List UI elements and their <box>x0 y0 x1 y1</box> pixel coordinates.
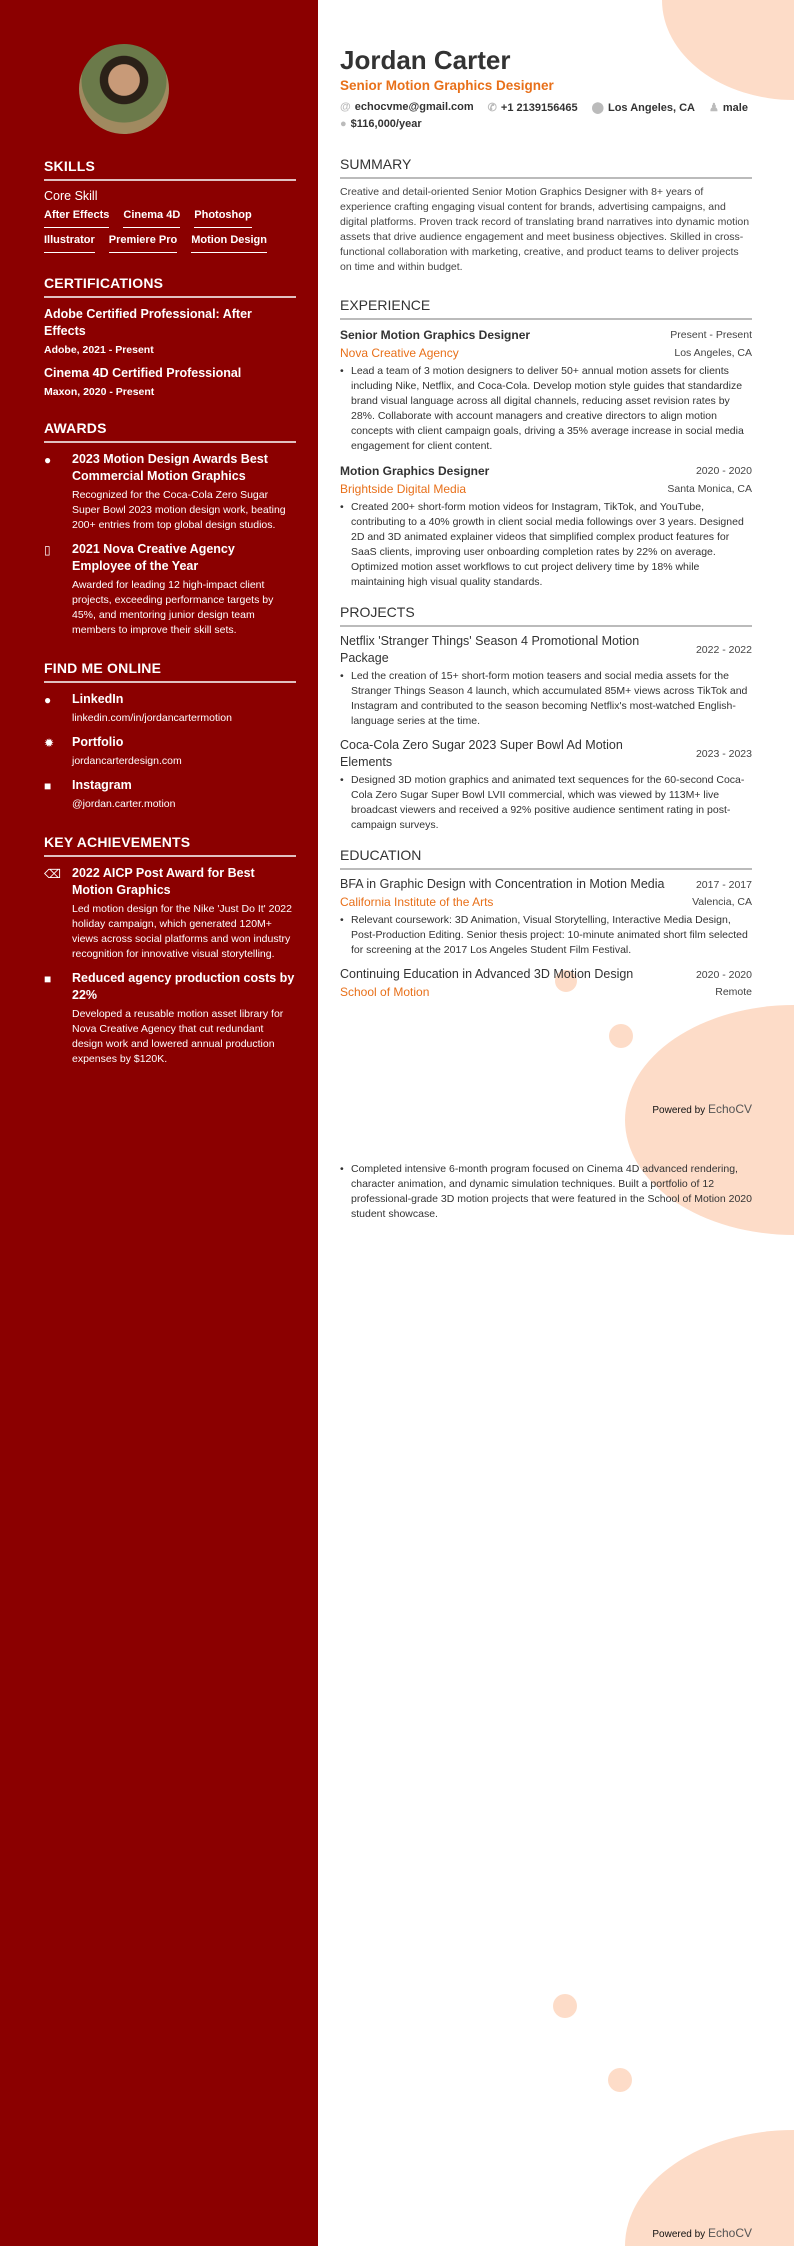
skill-chip: Cinema 4D <box>123 209 180 228</box>
project-item <box>340 737 752 833</box>
school: School of Motion <box>340 985 430 999</box>
decor-dot <box>553 1994 577 2018</box>
education-continued <box>340 1162 752 1222</box>
skills-section <box>44 158 296 253</box>
cert-sub: Adobe, 2021 - Present <box>44 344 154 356</box>
link-item[interactable] <box>44 691 296 726</box>
company: Brightside Digital Media <box>340 482 467 496</box>
bullet: • Lead a team of 3 motion designers to deliver 50+ annual motion assets for clients including Nike, Netflix, and Coca-Cola. Develop motion style guides that standardize brand visual language across all digital channels, reducing asset revision rates by 28%. Collaborate with account managers and creative directors to align motion concepts with client campaign goals, driving a 35% average increase in social media engagement for client content. <box>340 364 752 454</box>
link-title: Instagram <box>72 778 132 792</box>
avatar <box>79 44 169 134</box>
dates: 2017 - 2017 <box>695 878 752 891</box>
award-item <box>44 541 296 638</box>
achievement-title: 2022 AICP Post Award for Best Motion Graphics <box>72 866 255 897</box>
cert-title: Adobe Certified Professional: After Effects <box>44 307 252 338</box>
salary <box>340 118 422 130</box>
section-heading: AWARDS <box>44 420 296 443</box>
achievement-item <box>44 970 296 1067</box>
at-icon: @ <box>340 101 351 113</box>
location: Remote <box>715 986 752 998</box>
cert-sub: Maxon, 2020 - Present <box>44 386 155 398</box>
achievement-desc: Developed a reusable motion asset library for Nova Creative Agency that cut redundant design work and lowered annual production expenses by $120K. <box>72 1008 284 1065</box>
link-url[interactable]: @jordan.carter.motion <box>72 798 176 810</box>
experience-item <box>340 326 752 454</box>
location: Santa Monica, CA <box>667 483 752 495</box>
money-icon: ● <box>340 118 347 130</box>
cert-title: Cinema 4D Certified Professional <box>44 366 242 380</box>
brand-logo: EchoCV <box>707 1102 752 1116</box>
decor-dot <box>609 1024 633 1048</box>
dates: 2022 - 2022 <box>695 644 752 656</box>
gender-text: male <box>722 102 748 114</box>
project-title: Netflix 'Stranger Things' Season 4 Promotional Motion Package <box>340 634 640 665</box>
project-item <box>340 633 752 729</box>
phone-icon: ✆ <box>487 102 497 114</box>
award-title: 2023 Motion Design Awards Best Commercial Motion Graphics <box>72 452 268 483</box>
education-item <box>340 876 752 958</box>
award-icon: ● <box>44 453 52 467</box>
achievement-item <box>44 865 296 962</box>
online-section <box>44 660 296 812</box>
experience-item <box>340 462 752 590</box>
clipboard-icon: ■ <box>44 779 52 793</box>
skill-group: Core Skill <box>44 189 98 203</box>
bullet: • Completed intensive 6-month program focused on Cinema 4D advanced rendering, character animation, and dynamic simulation techniques. Built a portfolio of 12 professional-grade 3D motion projects that were featured in the School of Motion 2020 student showcase. <box>340 1162 752 1222</box>
link-item[interactable] <box>44 777 296 812</box>
section-heading: EDUCATION <box>340 847 752 870</box>
bullet: • Created 200+ short-form motion videos for Instagram, TikTok, and YouTube, contributing to a 40% growth in client social media followings over 3 years. Designed 2D and 3D animated explainer videos that simplified complex product features for SaaS clients, improving user onboarding completion rates by 22% on average. Optimized motion asset workflows to cut project delivery time by 18% while maintaining high visual quality standards. <box>340 500 752 590</box>
section-heading: FIND ME ONLINE <box>44 660 296 683</box>
link-title: LinkedIn <box>72 692 124 706</box>
dates: 2023 - 2023 <box>695 748 752 760</box>
bullet: • Relevant coursework: 3D Animation, Visual Storytelling, Interactive Media Design, Post-Production Editing. Senior thesis project: 10-minute animated short film selected for screening at the 2017 Los Angeles Student Film Festival. <box>340 913 752 958</box>
school: California Institute of the Arts <box>340 895 494 909</box>
bullet: • Designed 3D motion graphics and animated text sequences for the 60-second Coca-Cola Zero Sugar Super Bowl LVII commercial, which was viewed by 113M+ live broadcast viewers and received a 92% positive audience sentiment rating in post-campaign surveys. <box>340 773 752 833</box>
degree-title: BFA in Graphic Design with Concentration in Motion Media <box>340 877 665 891</box>
main-content <box>340 44 752 1001</box>
candidate-name: Jordan Carter <box>340 45 511 75</box>
powered-by <box>652 1102 752 1116</box>
award-desc: Recognized for the Coca-Cola Zero Sugar Super Bowl 2023 motion design work, beating 200+ entries from top global design studios. <box>72 489 286 531</box>
skill-chip: Photoshop <box>194 209 251 228</box>
link-title: Portfolio <box>72 735 124 749</box>
bullet: • Led the creation of 15+ short-form motion teasers and social media assets for the Stranger Things Season 4 launch, which accumulated 85M+ views across TikTok and Instagram and contributed to the season becoming Netflix's most-watched English-language series at the time. <box>340 669 752 729</box>
project-title: Coca-Cola Zero Sugar 2023 Super Bowl Ad Motion Elements <box>340 738 623 769</box>
pin-icon: ⬤ <box>591 102 604 114</box>
awards-section <box>44 420 296 638</box>
location: Valencia, CA <box>692 896 752 908</box>
brand-logo: EchoCV <box>707 2226 752 2240</box>
certifications-section <box>44 275 296 398</box>
powered-by <box>652 2226 752 2240</box>
gender <box>709 101 748 114</box>
contact-info <box>340 101 752 130</box>
award-desc: Awarded for leading 12 high-impact client projects, exceeding performance targets by 45%, and mentoring junior design team members to improve their skill sets. <box>72 579 274 636</box>
section-heading: KEY ACHIEVEMENTS <box>44 834 296 857</box>
email-text: echocvme@gmail.com <box>354 101 474 113</box>
section-heading: CERTIFICATIONS <box>44 275 296 298</box>
powered-text: Powered by <box>652 1105 706 1116</box>
linkedin-icon: ● <box>44 693 52 707</box>
degree-title: Continuing Education in Advanced 3D Motion Design <box>340 967 634 981</box>
phone[interactable] <box>488 101 578 114</box>
location-text: Los Angeles, CA <box>607 102 695 114</box>
link-url[interactable]: linkedin.com/in/jordancartermotion <box>72 712 232 724</box>
achievement-desc: Led motion design for the Nike 'Just Do It' 2022 holiday campaign, which generated 120M+ views across social platforms and won industry recognition for innovative visual storytelling. <box>72 903 292 960</box>
decor-dot <box>608 2068 632 2092</box>
dates: 2020 - 2020 <box>695 465 752 477</box>
section-heading: SKILLS <box>44 158 296 181</box>
achievement-title: Reduced agency production costs by 22% <box>72 971 295 1002</box>
backspace-icon: ⌫ <box>44 867 61 881</box>
dates: Present - Present <box>670 329 752 341</box>
salary-text: $116,000/year <box>350 118 422 130</box>
summary-text: Creative and detail-oriented Senior Motion Graphics Designer with 8+ years of experience crafting engaging visual content for brands, advertising campaigns, and digital platforms. Proven track record of translating brand narratives into dynamic motion assets that drive audience engagement and meet business objectives. Skilled in cross-functional collaboration with marketing, creative, and product teams to deliver projects on time and within budget. <box>340 186 750 273</box>
company: Nova Creative Agency <box>340 346 459 360</box>
powered-text: Powered by <box>652 2229 706 2240</box>
award-title: 2021 Nova Creative Agency Employee of the Year <box>72 542 235 573</box>
link-url[interactable]: jordancarterdesign.com <box>72 755 182 767</box>
job-title: Senior Motion Graphics Designer <box>340 78 554 93</box>
phone-icon: ▯ <box>44 543 51 557</box>
achievements-section <box>44 834 296 1067</box>
skill-chip: Motion Design <box>191 234 267 253</box>
education-item <box>340 966 752 1001</box>
location <box>592 101 695 114</box>
phone-text: +1 2139156465 <box>500 102 578 114</box>
section-heading: EXPERIENCE <box>340 297 752 320</box>
location: Los Angeles, CA <box>674 347 752 359</box>
bell-icon: ✹ <box>44 736 55 750</box>
dates: 2020 - 2020 <box>695 968 752 981</box>
section-heading: PROJECTS <box>340 604 752 627</box>
position-title: Motion Graphics Designer <box>340 464 490 478</box>
person-icon: ♟ <box>708 102 719 114</box>
skill-chip: Illustrator <box>44 234 95 253</box>
position-title: Senior Motion Graphics Designer <box>340 328 531 342</box>
link-item[interactable] <box>44 734 296 769</box>
skill-chip: Premiere Pro <box>109 234 177 253</box>
section-heading: SUMMARY <box>340 156 752 179</box>
email[interactable] <box>340 101 474 114</box>
skill-chip: After Effects <box>44 209 109 228</box>
clipboard-icon: ■ <box>44 972 52 986</box>
award-item <box>44 451 296 533</box>
sidebar <box>0 0 318 2246</box>
